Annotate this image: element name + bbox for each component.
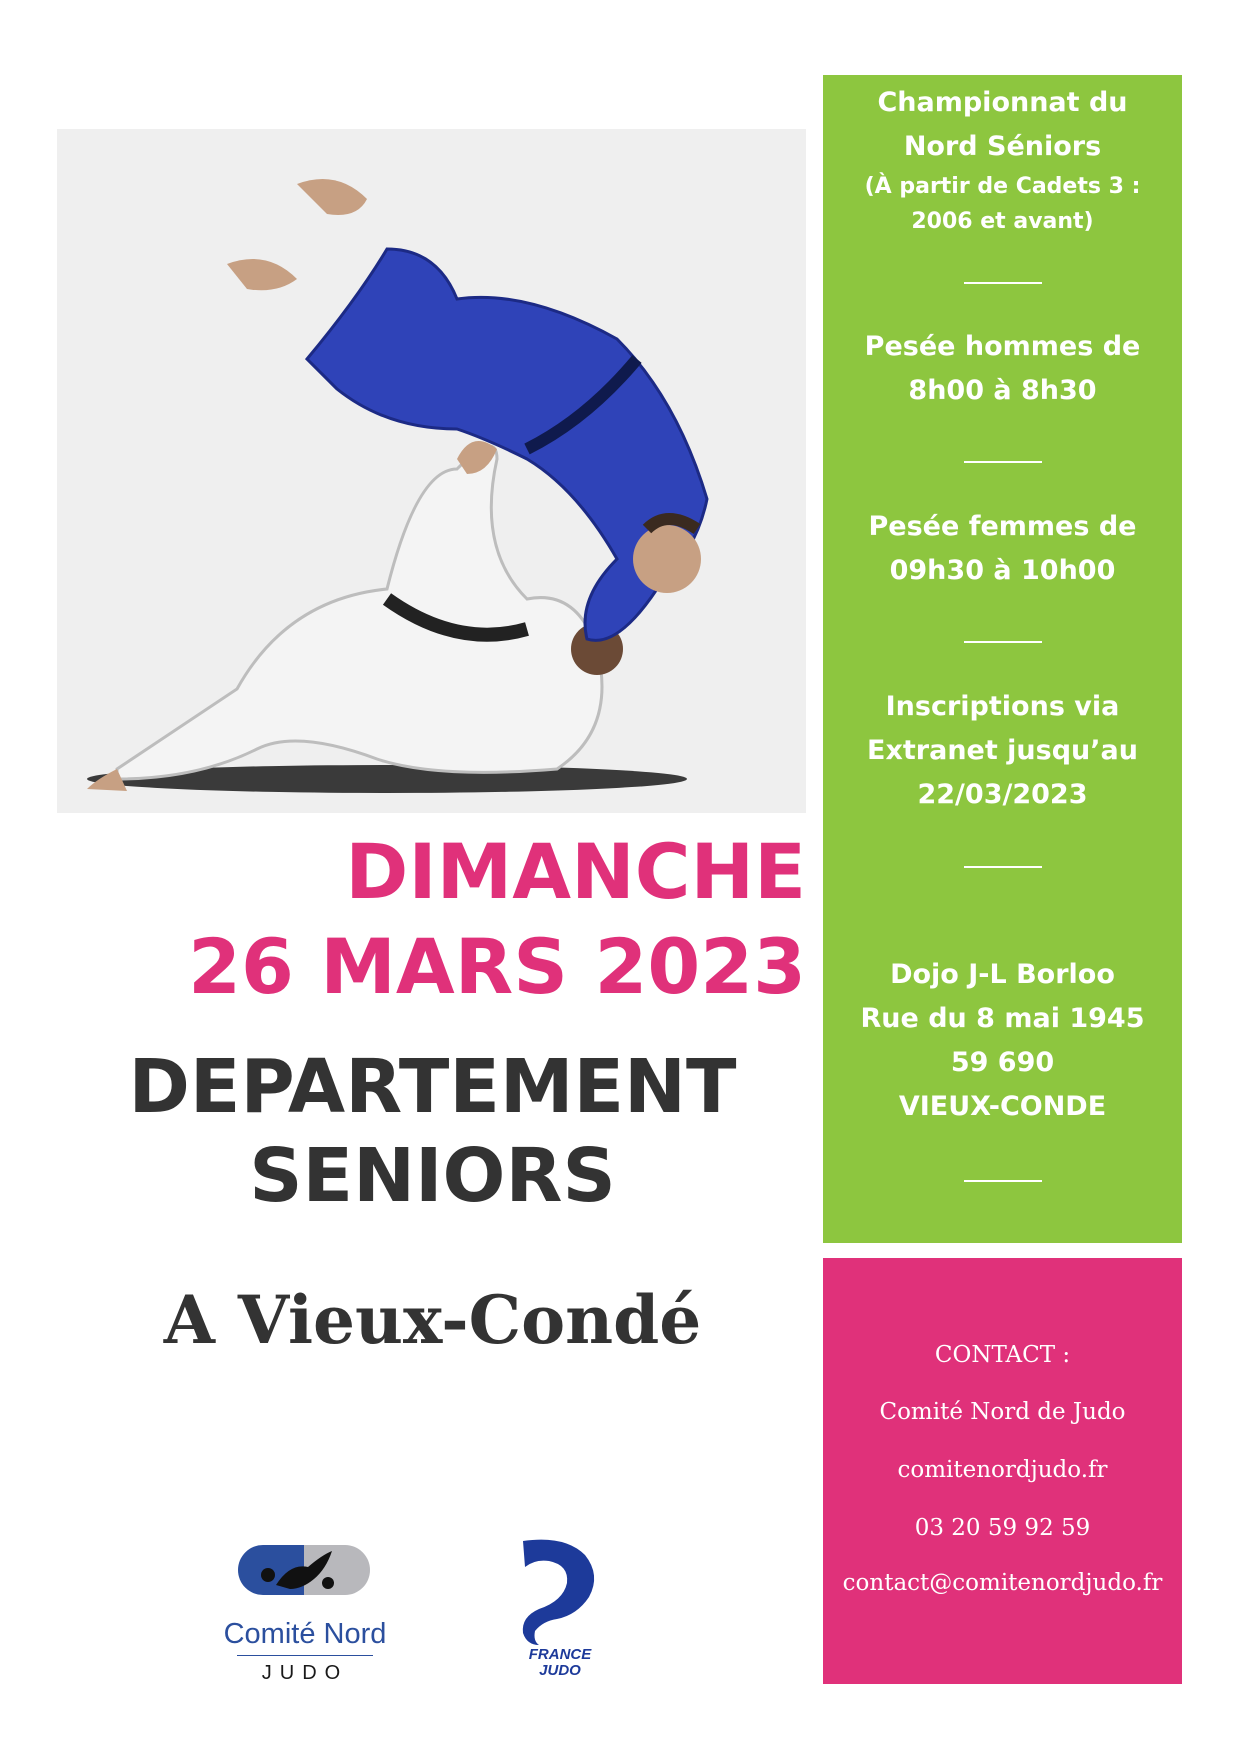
judo-throw-photo — [57, 129, 806, 813]
championship-title-line1: Championnat du — [877, 87, 1128, 118]
venue-postcode: 59 690 — [950, 1047, 1055, 1078]
separator — [964, 282, 1042, 284]
contact-phone: 03 20 59 92 59 — [914, 1515, 1091, 1541]
info-panel — [823, 75, 1182, 1243]
weigh-in-women-line1: Pesée femmes de — [868, 511, 1137, 542]
weigh-in-women-line2: 09h30 à 10h00 — [889, 555, 1116, 586]
contact-website: comitenordjudo.fr — [897, 1457, 1108, 1483]
event-location: A Vieux-Condé — [163, 1281, 702, 1359]
comite-nord-wordmark: Comité Nord — [223, 1618, 387, 1650]
championship-eligibility-line1: (À partir de Cadets 3 : — [864, 174, 1141, 199]
comite-nord-judo-logo — [210, 1545, 400, 1685]
comite-nord-emblem-icon — [210, 1545, 400, 1615]
department-title-line1: DEPARTEMENT — [128, 1044, 737, 1130]
weigh-in-men-line2: 8h00 à 8h30 — [908, 375, 1097, 406]
contact-organisation: Comité Nord de Judo — [879, 1399, 1126, 1425]
separator — [964, 641, 1042, 643]
france-judo-word-judo: JUDO — [539, 1662, 581, 1679]
department-title-line2: SENIORS — [249, 1133, 616, 1219]
contact-panel — [823, 1258, 1182, 1684]
judo-throw-illustration — [57, 129, 806, 813]
registration-line1: Inscriptions via — [885, 691, 1120, 722]
registration-line2: Extranet jusqu’au — [867, 735, 1138, 766]
venue-name: Dojo J-L Borloo — [890, 959, 1115, 990]
event-date: 26 MARS 2023 — [188, 922, 806, 1011]
registration-deadline: 22/03/2023 — [917, 779, 1088, 810]
france-judo-emblem-icon — [505, 1535, 615, 1647]
comite-nord-judo-label: JUDO — [261, 1662, 349, 1684]
france-judo-word-france: FRANCE — [528, 1646, 592, 1663]
event-day: DIMANCHE — [345, 827, 806, 916]
separator — [964, 1180, 1042, 1182]
france-judo-logo — [505, 1535, 615, 1685]
venue-street: Rue du 8 mai 1945 — [860, 1003, 1145, 1034]
contact-heading: CONTACT : — [934, 1342, 1071, 1368]
separator — [964, 461, 1042, 463]
logo-divider — [237, 1655, 373, 1656]
contact-email: contact@comitenordjudo.fr — [842, 1570, 1163, 1596]
separator — [964, 866, 1042, 868]
weigh-in-men-line1: Pesée hommes de — [864, 331, 1141, 362]
championship-eligibility-line2: 2006 et avant) — [911, 209, 1094, 234]
championship-title-line2: Nord Séniors — [903, 131, 1102, 162]
venue-city: VIEUX-CONDE — [898, 1091, 1107, 1122]
